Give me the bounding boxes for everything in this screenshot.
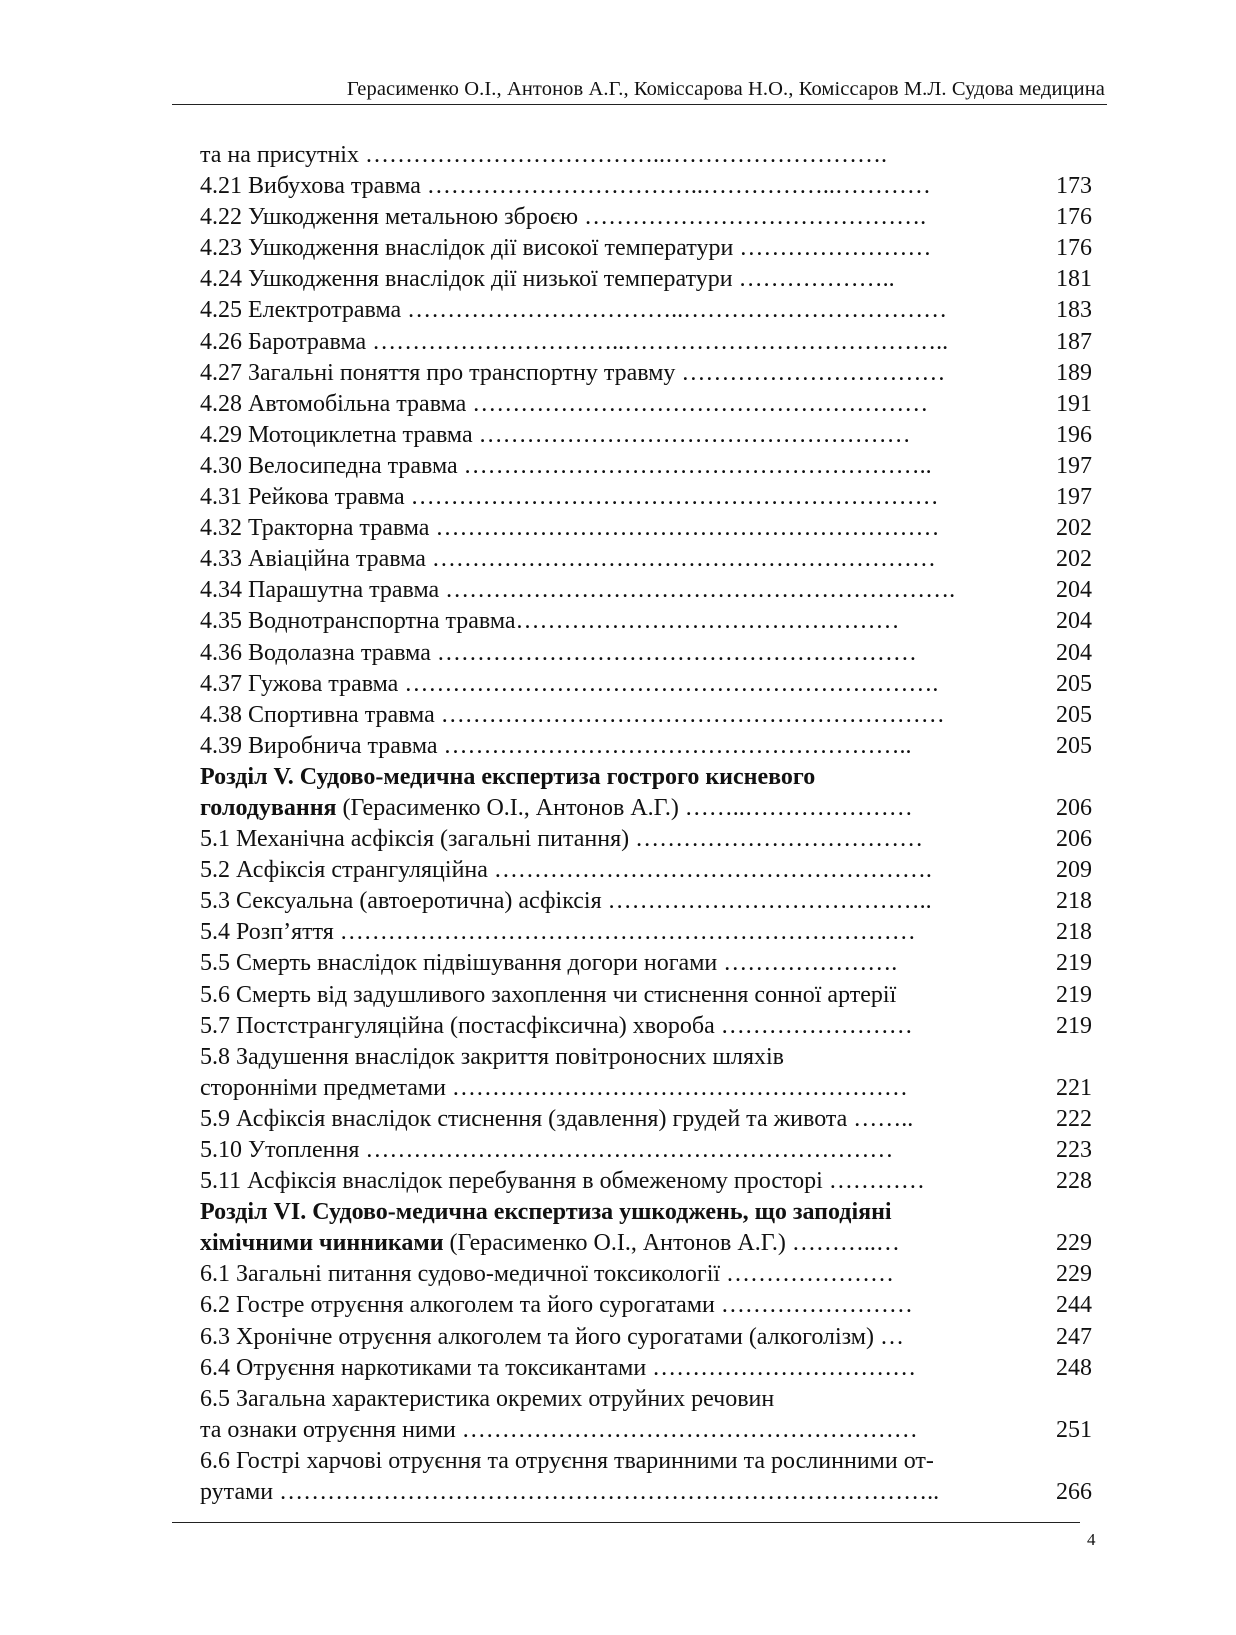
toc-entry-page: 181	[1056, 266, 1092, 293]
toc-entry	[200, 575, 1092, 606]
toc-entry	[200, 482, 1092, 513]
toc-entry-text: 4.39 Виробнича травма …………………………………………………..	[200, 732, 912, 759]
toc-entry-text: 5.5 Смерть внаслідок підвішування догори ногами ………………….	[200, 950, 898, 977]
toc-entry-title	[200, 700, 945, 731]
toc-entry-page: 183	[1056, 297, 1092, 324]
toc-entry-page: 209	[1056, 857, 1092, 884]
toc-entry	[200, 1384, 1092, 1415]
toc-entry-text: 4.32 Тракторна травма ………………………………………………………	[200, 515, 940, 542]
toc-entry	[200, 886, 1092, 917]
toc-entry	[200, 700, 1092, 731]
toc-entry	[200, 202, 1092, 233]
toc-entry-text: 5.11 Асфіксія внаслідок перебування в обмеженому просторі …………	[200, 1168, 925, 1195]
toc-entry-title	[200, 1353, 916, 1384]
section-heading: голодування	[200, 794, 337, 821]
toc-entry-text: 4.27 Загальні поняття про транспортну травму ……………………………	[200, 359, 946, 386]
toc-entry	[200, 1353, 1092, 1384]
toc-entry-page: 206	[1056, 794, 1092, 821]
toc-entry-text: 4.30 Велосипедна травма …………………………………………………..	[200, 452, 932, 479]
toc-entry-title	[200, 420, 911, 451]
toc-entry-title	[200, 575, 955, 606]
toc-entry-page: 204	[1056, 577, 1092, 604]
toc-entry-title	[200, 295, 947, 326]
toc-entry-title	[200, 389, 928, 420]
toc-entry-text: 5.7 Постстрангуляційна (постасфіксична) хвороба ……………………	[200, 1012, 913, 1039]
toc-entry-text: 4.28 Автомобільна травма …………………………………………………	[200, 390, 929, 417]
toc-entry	[200, 855, 1092, 886]
toc-entry-title	[200, 1104, 913, 1135]
section-heading: Розділ VI. Судово-медична експертиза ушкоджень, що заподіяні	[200, 1199, 892, 1226]
toc-entry-text: 4.37 Гужова травма ………………………………………………………….	[200, 670, 939, 697]
toc-entry-page: 187	[1056, 328, 1092, 355]
toc-entry-page: 219	[1056, 950, 1092, 977]
toc-entry-title	[200, 1384, 774, 1415]
toc-entry-title	[200, 762, 815, 793]
toc-entry-page: 222	[1056, 1105, 1092, 1132]
toc-entry	[200, 1011, 1092, 1042]
toc-entry-text: 4.31 Рейкова травма …………………………………………………………	[200, 484, 939, 511]
toc-entry-title	[200, 513, 939, 544]
toc-entry-text: 4.24 Ушкодження внаслідок дії низької температури ………………..	[200, 266, 895, 293]
toc-entry	[200, 793, 1092, 824]
toc-entry-page: 218	[1056, 888, 1092, 915]
toc-entry-title	[200, 140, 887, 171]
toc-entry-text: та ознаки отруєння ними …………………………………………………	[200, 1416, 918, 1443]
toc-entry	[200, 1166, 1092, 1197]
toc-entry	[200, 171, 1092, 202]
toc-entry-title	[200, 358, 945, 389]
toc-entry-title	[200, 1322, 904, 1353]
toc-entry-text: 4.36 Водолазна травма ……………………………………………………	[200, 639, 917, 666]
toc-entry	[200, 762, 1092, 793]
toc-entry-title	[200, 1290, 913, 1321]
toc-entry-text: рутами ………………………………………………………………………..	[200, 1479, 940, 1506]
toc-entry	[200, 980, 1092, 1011]
toc-entry-text: 5.4 Розп’яття ………………………………………………………………	[200, 919, 916, 946]
toc-entry	[200, 358, 1092, 389]
toc-entry-text: 5.10 Утоплення …………………………………………………………	[200, 1137, 894, 1163]
toc-entry-title	[200, 1042, 784, 1073]
toc-entry-text: 5.1 Механічна асфіксія (загальні питання) ………………………………	[200, 826, 924, 853]
toc-entry-page: 176	[1056, 235, 1092, 262]
toc-entry-text: 4.26 Баротравма …………………………..…………………………………..	[200, 328, 949, 355]
toc-entry	[200, 140, 1092, 171]
toc-entry-text: та на присутніх ………………………………..……………………….	[200, 142, 887, 168]
toc-entry-page: 219	[1056, 1012, 1092, 1039]
toc-entry-title	[200, 980, 896, 1011]
toc-entry-page: 196	[1056, 421, 1092, 448]
toc-entry-page: 197	[1056, 452, 1092, 479]
toc-entry-title	[200, 327, 948, 358]
toc-entry-title	[200, 1477, 939, 1508]
toc-entry-title	[200, 606, 900, 637]
toc-entry-page: 197	[1056, 484, 1092, 511]
toc-entry-text: 4.25 Електротравма ……………………………..……………………………	[200, 297, 948, 324]
toc-entry	[200, 1415, 1092, 1446]
toc-entry-text: 4.33 Авіаційна травма ………………………………………………………	[200, 546, 936, 573]
toc-entry-title	[200, 202, 926, 233]
toc-entry	[200, 948, 1092, 979]
toc-entry-page: 205	[1056, 732, 1092, 759]
toc-entry	[200, 513, 1092, 544]
toc-entry	[200, 1104, 1092, 1135]
footer-divider	[172, 1522, 1080, 1523]
toc-entry	[200, 731, 1092, 762]
section-heading: Розділ V. Судово-медична експертиза гострого кисневого	[200, 763, 816, 790]
section-heading: хімічними чинниками	[200, 1230, 444, 1257]
toc-entry-title	[200, 793, 913, 824]
toc-entry-text: 6.1 Загальні питання судово-медичної токсикології …………………	[200, 1261, 895, 1288]
toc-entry-title	[200, 1197, 892, 1228]
toc-entry	[200, 1322, 1092, 1353]
header-divider	[172, 104, 1107, 105]
toc-entry	[200, 389, 1092, 420]
toc-entry-page: 202	[1056, 515, 1092, 542]
toc-entry-page: 176	[1056, 204, 1092, 231]
toc-entry-title	[200, 948, 897, 979]
page-number: 4	[1087, 1530, 1096, 1549]
toc-entry-title	[200, 1446, 934, 1477]
toc-entry-title	[200, 669, 938, 700]
toc-entry-page: 244	[1056, 1292, 1092, 1319]
toc-entry-text: (Герасименко О.І., Антонов А.Г.) ……..…………………	[336, 794, 913, 821]
toc-entry-page: 228	[1056, 1168, 1092, 1195]
toc-entry-text: 6.6 Гострі харчові отруєння та отруєння тваринними та рослинними от-	[200, 1447, 934, 1474]
toc-entry-page: 204	[1056, 608, 1092, 635]
toc-entry	[200, 1477, 1092, 1508]
toc-entry-title	[200, 171, 931, 202]
toc-entry-page: 221	[1056, 1074, 1092, 1101]
toc-entry-page: 223	[1056, 1137, 1092, 1163]
toc-entry-title	[200, 1228, 900, 1259]
toc-entry-text: 4.23 Ушкодження внаслідок дії високої температури ……………………	[200, 235, 932, 262]
toc-entry-title	[200, 824, 923, 855]
toc-entry	[200, 669, 1092, 700]
toc-entry-title	[200, 638, 917, 669]
toc-entry-text: сторонніми предметами …………………………………………………	[200, 1074, 908, 1101]
toc-entry-text: 5.2 Асфіксія странгуляційна ……………………………………………….	[200, 857, 932, 884]
toc-entry-page: 229	[1056, 1230, 1092, 1257]
toc-entry-page: 202	[1056, 546, 1092, 573]
toc-entry-title	[200, 731, 912, 762]
toc-entry-text: 5.3 Сексуальна (автоеротична) асфіксія …………………………………..	[200, 888, 932, 915]
toc-entry-page: 204	[1056, 639, 1092, 666]
toc-entry	[200, 420, 1092, 451]
toc-entry-page: 189	[1056, 359, 1092, 386]
toc-entry-text: 4.22 Ушкодження метальною зброєю …………………………………….	[200, 204, 927, 231]
toc-entry-text: 6.4 Отруєння наркотиками та токсикантами ……………………………	[200, 1354, 917, 1381]
toc-entry-text: 6.2 Гостре отруєння алкоголем та його сурогатами ……………………	[200, 1292, 913, 1319]
toc-entry-title	[200, 1073, 908, 1104]
toc-entry-text: 4.38 Спортивна травма ………………………………………………………	[200, 701, 945, 728]
toc-entry-title	[200, 917, 916, 948]
toc-entry-text: 6.5 Загальна характеристика окремих отруйних речовин	[200, 1385, 775, 1412]
toc-entry-text: 4.21 Вибухова травма ……………………………..……………..…………	[200, 173, 931, 200]
toc-entry	[200, 1228, 1092, 1259]
toc-entry-text: 5.9 Асфіксія внаслідок стиснення (здавлення) грудей та живота ……..	[200, 1105, 914, 1132]
toc-entry-title	[200, 1011, 913, 1042]
toc-entry-text: 5.6 Смерть від задушливого захоплення чи стиснення сонної артерії	[200, 981, 897, 1008]
toc-entry-title	[200, 544, 936, 575]
running-header: Герасименко О.І., Антонов А.Г., Коміссарова Н.О., Коміссаров М.Л. Судова медицина	[346, 78, 1105, 100]
toc-entry	[200, 327, 1092, 358]
toc-entry-text: (Герасименко О.І., Антонов А.Г.) ………..…	[443, 1230, 900, 1257]
toc-entry-title	[200, 1415, 918, 1446]
table-of-contents	[200, 140, 1092, 1508]
toc-entry	[200, 233, 1092, 264]
toc-entry-page: 248	[1056, 1354, 1092, 1381]
toc-entry	[200, 544, 1092, 575]
toc-entry-page: 247	[1056, 1323, 1092, 1350]
toc-entry	[200, 1259, 1092, 1290]
toc-entry-page: 266	[1056, 1479, 1092, 1506]
toc-entry-title	[200, 233, 931, 264]
toc-entry	[200, 264, 1092, 295]
toc-entry-title	[200, 482, 939, 513]
toc-entry-page: 205	[1056, 670, 1092, 697]
toc-entry-title	[200, 1259, 894, 1290]
toc-entry-page: 218	[1056, 919, 1092, 946]
toc-entry-text: 4.35 Воднотранспортна травма…………………………………………	[200, 608, 900, 635]
toc-entry-title	[200, 886, 932, 917]
toc-entry-page: 219	[1056, 981, 1092, 1008]
toc-entry-title	[200, 1166, 925, 1197]
toc-entry-text: 4.29 Мотоциклетна травма ………………………………………………	[200, 421, 911, 448]
toc-entry	[200, 917, 1092, 948]
toc-entry	[200, 638, 1092, 669]
toc-entry-title	[200, 1135, 893, 1166]
toc-entry-title	[200, 451, 932, 482]
toc-entry	[200, 606, 1092, 637]
toc-entry	[200, 451, 1092, 482]
toc-entry-text: 5.8 Задушення внаслідок закриття повітроносних шляхів	[200, 1043, 784, 1070]
toc-entry	[200, 824, 1092, 855]
toc-entry	[200, 1042, 1092, 1073]
toc-entry-text: 6.3 Хронічне отруєння алкоголем та його сурогатами (алкоголізм) …	[200, 1323, 904, 1350]
toc-entry-page: 205	[1056, 701, 1092, 728]
toc-entry-page: 206	[1056, 826, 1092, 853]
toc-entry	[200, 1446, 1092, 1477]
toc-entry	[200, 1290, 1092, 1321]
toc-entry-title	[200, 855, 932, 886]
toc-entry	[200, 1197, 1092, 1228]
toc-entry-page: 251	[1056, 1416, 1092, 1443]
toc-entry-page: 173	[1056, 173, 1092, 200]
toc-entry	[200, 1135, 1092, 1166]
toc-entry-title	[200, 264, 895, 295]
toc-entry	[200, 1073, 1092, 1104]
toc-entry	[200, 295, 1092, 326]
toc-entry-text: 4.34 Парашутна травма ……………………………………………………….	[200, 577, 956, 604]
toc-entry-page: 229	[1056, 1261, 1092, 1288]
toc-entry-page: 191	[1056, 390, 1092, 417]
